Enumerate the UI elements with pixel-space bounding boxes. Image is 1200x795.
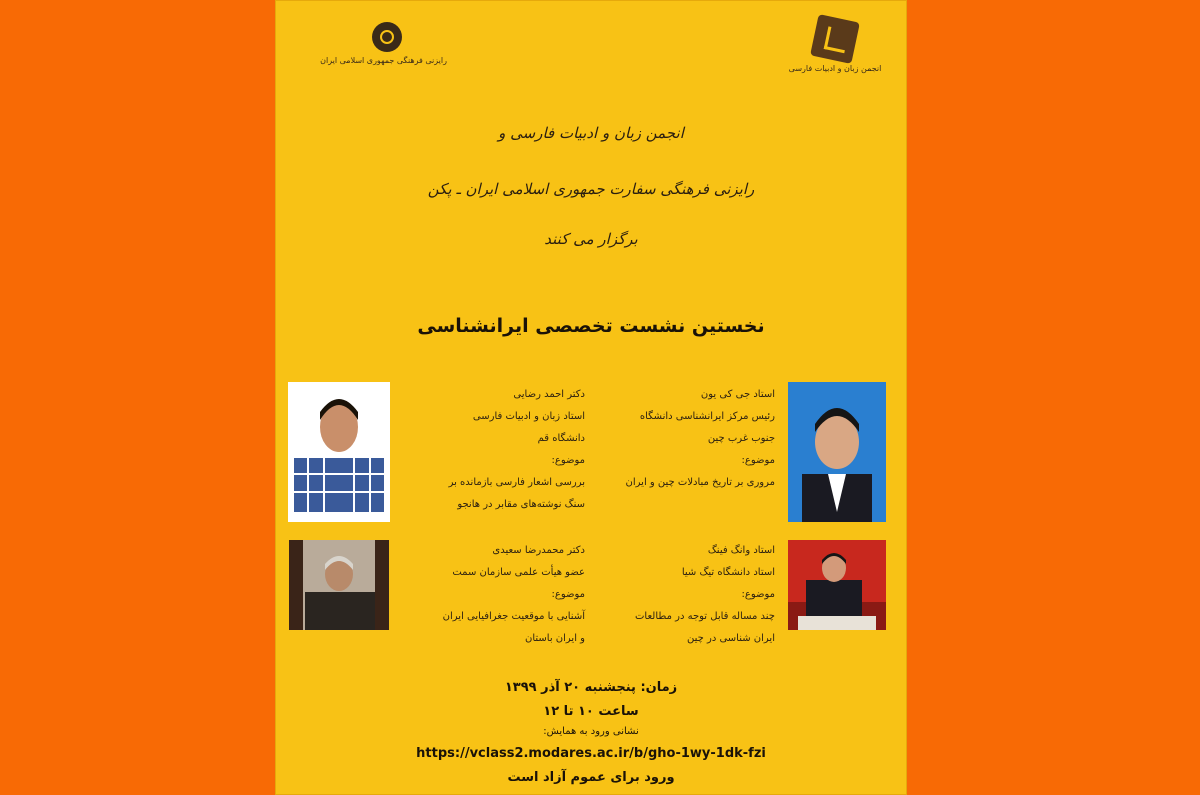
persian-society-logo-text: انجمن زبان و ادبیات فارسی <box>788 64 882 73</box>
speaker-name: استاد وانگ فینگ <box>707 545 775 556</box>
cultural-center-logo <box>320 22 447 65</box>
header-line-1: انجمن زبان و ادبیات فارسی و <box>498 124 684 142</box>
speaker-bio-top-right <box>605 384 775 494</box>
poster-title: نخستین نشست تخصصی ایرانشناسی <box>417 315 765 337</box>
event-link-url[interactable]: https://vclass2.modares.ac.ir/b/gho-1wy-1dk-fzi <box>416 746 766 761</box>
speaker-affiliation: جنوب غرب چین <box>707 433 775 444</box>
event-poster <box>275 0 907 795</box>
topic-label: موضوع: <box>741 589 775 600</box>
event-link-label: نشانی ورود به همایش: <box>543 726 639 737</box>
speaker-topic-continued: سنگ نوشته‌های مقابر در هانجو <box>457 499 585 510</box>
speaker-topic-continued: ایران شناسی در چین <box>687 633 775 644</box>
speaker-photo-top-left <box>288 382 390 522</box>
speaker-name: استاد جی کی یون <box>700 389 775 400</box>
speaker-topic: مروری بر تاریخ مبادلات چین و ایران <box>625 477 775 488</box>
event-date: زمان: پنجشنبه ۲۰ آذر ۱۳۹۹ <box>504 680 678 695</box>
speaker-photo-bottom-left <box>289 540 389 630</box>
event-hours: ساعت ۱۰ تا ۱۲ <box>543 704 639 719</box>
speaker-name: دکتر محمدرضا سعیدی <box>492 545 585 556</box>
speaker-photo-bottom-right <box>788 540 886 630</box>
cultural-center-emblem-icon <box>372 22 402 52</box>
header-line-2: رایزنی فرهنگی سفارت جمهوری اسلامی ایران ـ پکن <box>427 180 755 198</box>
persian-society-emblem-icon <box>810 14 860 64</box>
speaker-position: استاد دانشگاه تیگ شیا <box>681 567 775 578</box>
speaker-position: عضو هیأت علمی سازمان سمت <box>452 567 585 578</box>
speaker-topic: بررسی اشعار فارسی بازمانده بر <box>448 477 585 488</box>
speaker-photo-top-right <box>788 382 886 522</box>
speaker-position: رئیس مرکز ایرانشناسی دانشگاه <box>639 411 775 422</box>
speaker-bio-bottom-left <box>405 540 585 650</box>
speaker-bio-bottom-right <box>605 540 775 650</box>
speaker-affiliation: دانشگاه قم <box>537 433 585 444</box>
speaker-topic: چند مساله قابل توجه در مطالعات <box>635 611 775 622</box>
speaker-bio-top-left <box>405 384 585 516</box>
topic-label: موضوع: <box>741 455 775 466</box>
topic-label: موضوع: <box>551 455 585 466</box>
cultural-center-logo-text: رایزنی فرهنگی جمهوری اسلامی ایران <box>320 56 447 65</box>
speaker-topic-continued: و ایران باستان <box>524 633 585 644</box>
public-entry-note: ورود برای عموم آزاد است <box>507 770 675 785</box>
topic-label: موضوع: <box>551 589 585 600</box>
persian-society-logo <box>785 18 885 73</box>
speaker-position: استاد زبان و ادبیات فارسی <box>472 411 585 422</box>
speaker-name: دکتر احمد رضایی <box>513 389 585 400</box>
header-line-3: برگزار می کنند <box>544 230 638 248</box>
speaker-topic: آشنایی با موقعیت جغرافیایی ایران <box>442 611 585 622</box>
